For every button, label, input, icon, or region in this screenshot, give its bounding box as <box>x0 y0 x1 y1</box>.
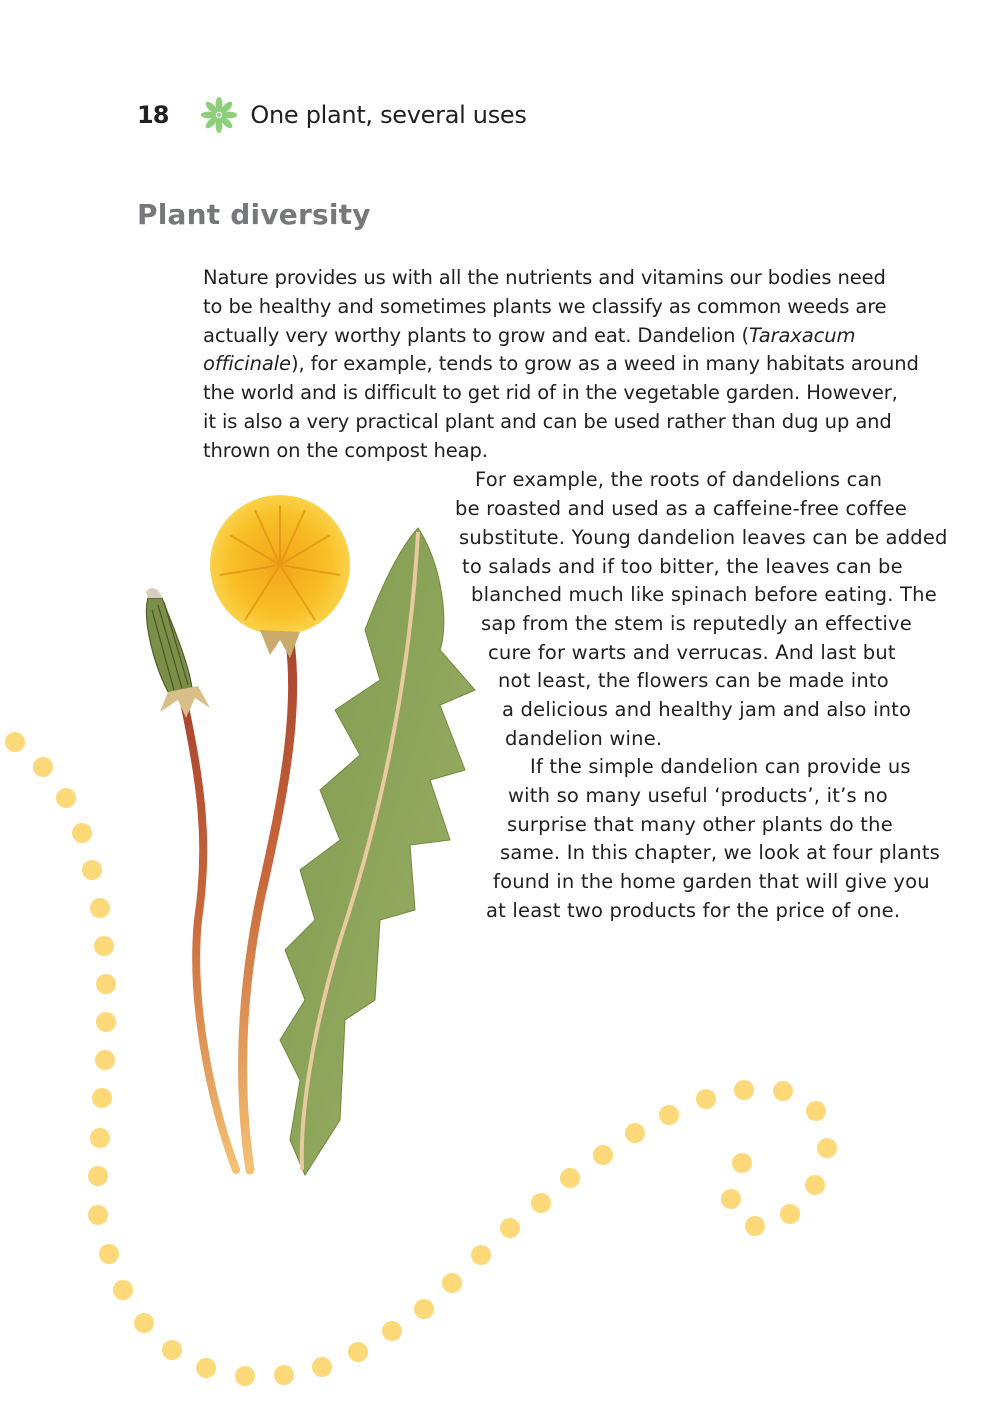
decorative-dot <box>442 1273 462 1293</box>
decorative-dot <box>96 1012 116 1032</box>
decorative-dot <box>56 788 76 808</box>
decorative-dot <box>817 1138 837 1158</box>
decorative-dot <box>806 1101 826 1121</box>
text-line: a delicious and healthy jam and also into <box>502 698 912 721</box>
text-line: at least two products for the price of one. <box>486 899 901 922</box>
decorative-dot <box>82 860 102 880</box>
chapter-title: One plant, several uses <box>250 101 527 129</box>
decorative-dot <box>72 823 92 843</box>
decorative-dot <box>593 1145 613 1165</box>
text-line: found in the home garden that will give you <box>493 870 930 893</box>
decorative-dot <box>99 1244 119 1264</box>
text-line: actually very worthy plants to grow and eat. Dandelion (Taraxacum <box>203 323 856 347</box>
text-line: dandelion wine. <box>505 727 663 750</box>
text-line: to be healthy and sometimes plants we classify as common weeds are <box>203 294 887 318</box>
decorative-dot <box>235 1366 255 1386</box>
intro-paragraph <box>203 264 919 466</box>
decorative-dot <box>734 1080 754 1100</box>
text-line: For example, the roots of dandelions can <box>475 468 883 491</box>
decorative-dot <box>780 1204 800 1224</box>
decorative-dot <box>162 1340 182 1360</box>
decorative-dot <box>90 898 110 918</box>
dandelion-illustration <box>140 480 485 1180</box>
flower-bud <box>146 588 210 718</box>
decorative-dot <box>696 1089 716 1109</box>
decorative-dot <box>134 1313 154 1333</box>
flower-head <box>210 495 350 658</box>
text-line: same. In this chapter, we look at four plants <box>500 841 941 864</box>
decorative-dot <box>471 1245 491 1265</box>
flower-stem <box>243 642 293 1170</box>
decorative-dot <box>92 1088 112 1108</box>
decorative-dot <box>88 1205 108 1225</box>
decorative-dot <box>90 1128 110 1148</box>
decorative-dot <box>348 1342 368 1362</box>
decorative-dot <box>625 1123 645 1143</box>
flower-icon <box>200 96 238 134</box>
decorative-dot <box>773 1081 793 1101</box>
decorative-dot <box>96 974 116 994</box>
decorative-dot <box>274 1365 294 1385</box>
decorative-dot <box>5 732 25 752</box>
running-head <box>137 97 527 133</box>
text-line: the world and is difficult to get rid of in the vegetable garden. However, <box>203 381 898 405</box>
text-line: cure for warts and verrucas. And last but <box>488 641 896 664</box>
scientific-name-species: officinale <box>203 352 291 376</box>
decorative-dot <box>88 1166 108 1186</box>
decorative-dot <box>805 1175 825 1195</box>
text-line: substitute. Young dandelion leaves can be added <box>459 526 948 549</box>
text-line: be roasted and used as a caffeine-free coffee <box>455 497 908 520</box>
decorative-dot <box>33 757 53 777</box>
decorative-dot <box>113 1280 133 1300</box>
decorative-dot <box>721 1189 741 1209</box>
bud-stem <box>184 702 236 1170</box>
page-number: 18 <box>137 101 169 129</box>
scientific-name-genus: Taraxacum <box>748 323 856 347</box>
decorative-dot <box>94 936 114 956</box>
decorative-dot <box>196 1358 216 1378</box>
text-line: surprise that many other plants do the <box>507 813 893 836</box>
decorative-dot <box>95 1050 115 1070</box>
decorative-dot <box>414 1299 434 1319</box>
decorative-dot <box>312 1357 332 1377</box>
text-line: not least, the flowers can be made into <box>498 669 889 692</box>
decorative-dot <box>500 1218 520 1238</box>
text-line: it is also a very practical plant and can be used rather than dug up and <box>203 409 892 433</box>
decorative-dot <box>382 1321 402 1341</box>
text-line: with so many useful ‘products’, it’s no <box>508 784 888 807</box>
text-line: sap from the stem is reputedly an effective <box>481 612 912 635</box>
section-title: Plant diversity <box>137 198 371 231</box>
text-line: blanched much like spinach before eating. The <box>471 583 937 606</box>
decorative-dot <box>560 1168 580 1188</box>
text-line: thrown on the compost heap. <box>203 438 488 462</box>
decorative-dot <box>531 1193 551 1213</box>
text-line: If the simple dandelion can provide us <box>530 755 911 778</box>
decorative-dot <box>732 1153 752 1173</box>
text-line: officinale), for example, tends to grow as a weed in many habitats around <box>203 352 919 376</box>
text-line: Nature provides us with all the nutrients and vitamins our bodies need <box>203 266 886 289</box>
decorative-dot <box>745 1216 765 1236</box>
text-line: to salads and if too bitter, the leaves can be <box>462 555 903 578</box>
decorative-dot <box>659 1105 679 1125</box>
